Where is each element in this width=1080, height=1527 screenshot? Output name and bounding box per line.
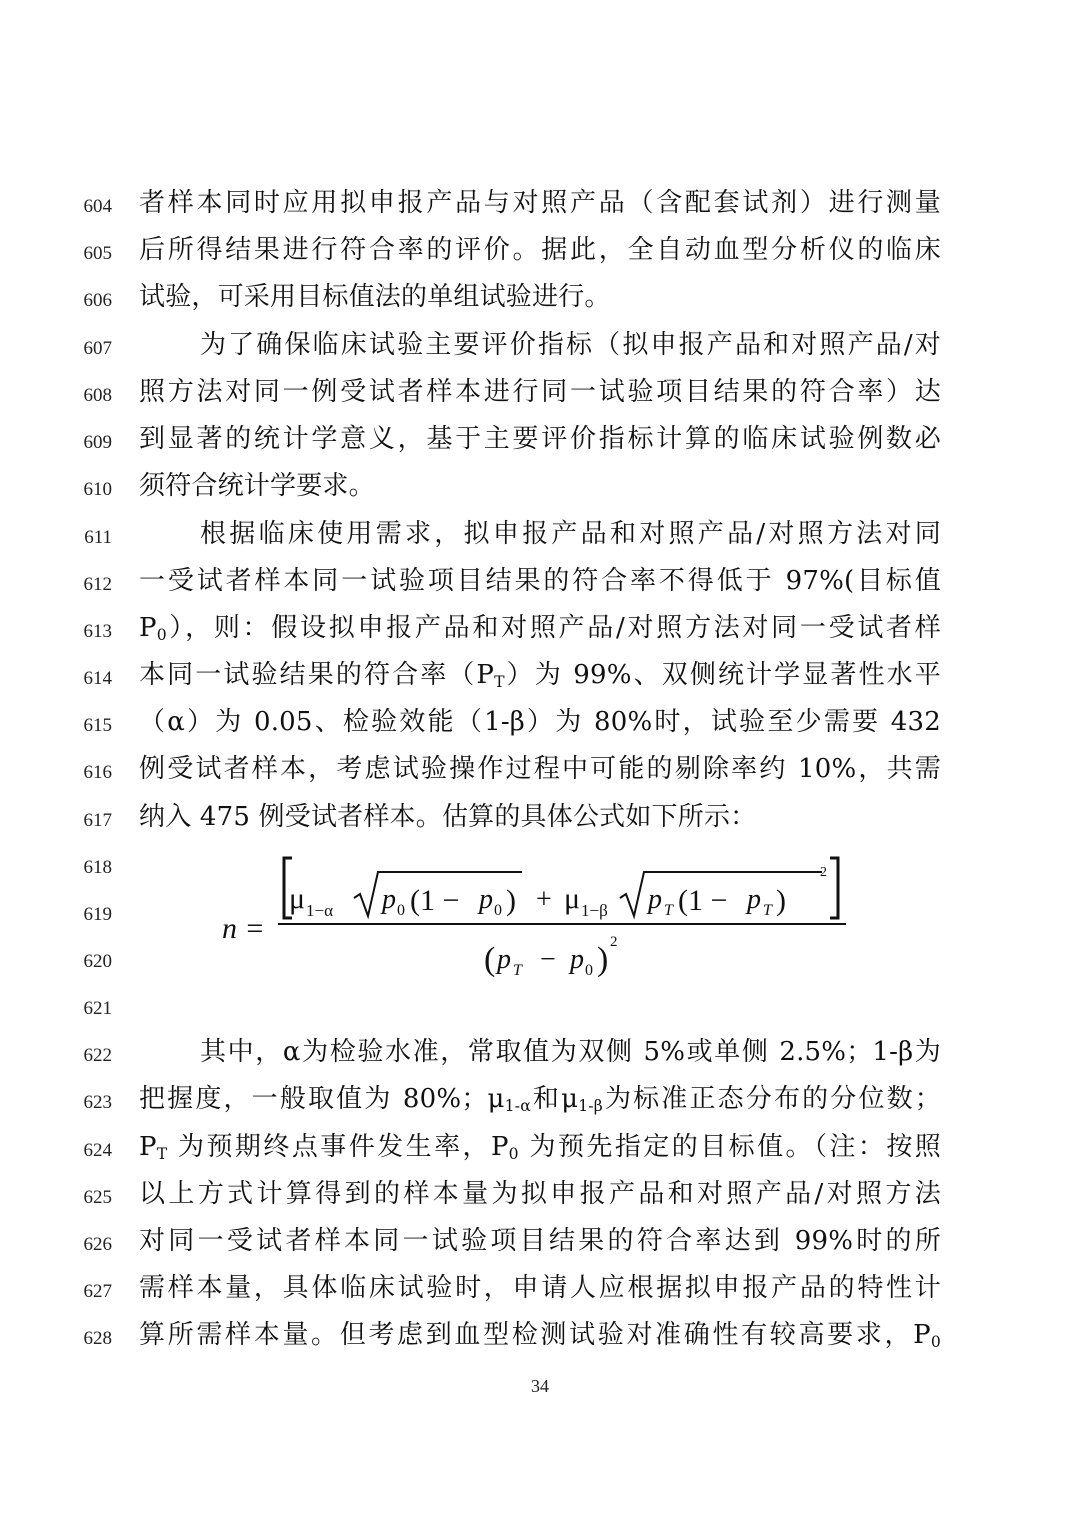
pT-subscript: T: [763, 902, 772, 919]
subscript: 0: [930, 1332, 941, 1351]
line-number: 613: [83, 621, 112, 642]
text-run: 算所需样本量。但考虑到血型检测试验对准确性有较高要求，P: [139, 1320, 931, 1350]
text-line: 根据临床使用需求，拟申报产品和对照产品/对照方法对同: [200, 519, 941, 549]
pT-symbol: p: [648, 884, 662, 915]
text-run: ），则：假设拟申报产品和对照产品/对照方法对同一受试者样: [166, 613, 941, 643]
mu-beta: μ: [564, 882, 581, 915]
line-number: 615: [83, 715, 112, 736]
line-number: 618: [83, 857, 112, 878]
text-line: 后所得结果进行符合率的评价。据此，全自动血型分析仪的临床: [139, 235, 941, 265]
denominator-close-paren: ): [597, 941, 609, 978]
text-run: 本同一试验结果的符合率（P: [139, 660, 495, 690]
text-line: 照方法对同一例受试者样本进行同一试验项目结果的符合率）达: [139, 377, 941, 407]
subscript: 1-α: [504, 1096, 531, 1115]
line-number: 627: [83, 1281, 112, 1302]
denominator-exponent: 2: [610, 934, 618, 950]
p0-symbol: p: [570, 944, 584, 975]
line-number: 620: [83, 951, 112, 972]
text-line: 其中，α为检验水准，常取值为双侧 5%或单侧 2.5%；1-β为: [200, 1037, 941, 1067]
line-number: 606: [83, 290, 112, 311]
text-line: 对同一受试者样本同一试验项目结果的符合率达到 99%时的所: [139, 1226, 941, 1256]
text-line: [139, 611, 941, 652]
line-number: 621: [83, 998, 112, 1019]
subscript: 1-β: [578, 1096, 603, 1115]
line-number: 608: [83, 385, 112, 406]
denominator-open-paren: (: [484, 941, 496, 978]
text-line: （α）为 0.05、检验效能（1-β）为 80%时，试验至少需要 432: [139, 707, 941, 737]
formula-lhs: n =: [222, 912, 265, 945]
text-run: 和μ: [530, 1084, 579, 1114]
plus-sign: +: [536, 884, 552, 915]
pT-subscript: T: [664, 902, 673, 919]
line-number: 624: [83, 1140, 112, 1161]
line-number: 604: [83, 196, 112, 217]
subscript: T: [494, 672, 505, 691]
text-line: 到显著的统计学意义，基于主要评价指标计算的临床试验例数必: [139, 424, 941, 454]
line-number: 616: [83, 762, 112, 783]
p0-symbol: p: [382, 884, 396, 915]
mu-alpha-subscript: 1−α: [306, 901, 333, 920]
close-paren: ): [776, 884, 786, 917]
line-number: 623: [83, 1092, 112, 1113]
p0-subscript: 0: [494, 902, 502, 919]
text-run: P: [139, 613, 157, 643]
line-number: 614: [83, 668, 112, 689]
minus-sign: −: [540, 944, 556, 975]
line-number: 617: [83, 810, 112, 831]
pT-subscript: T: [513, 962, 522, 979]
text-run: 为预期终点事件发生率，P: [167, 1132, 509, 1162]
line-number: 611: [84, 527, 112, 548]
line-number: 605: [83, 243, 112, 264]
text-run: 为标准正态分布的分位数；: [603, 1084, 941, 1114]
line-number: 628: [83, 1328, 112, 1349]
line-number: 622: [83, 1045, 112, 1066]
text-line: 需样本量，具体临床试验时，申请人应根据拟申报产品的特性计: [139, 1273, 941, 1303]
line-number: 626: [83, 1234, 112, 1255]
pT-symbol: p: [497, 944, 511, 975]
text-line: 一受试者样本同一试验项目结果的符合率不得低于 97%(目标值: [139, 566, 941, 596]
text-line: 纳入 475 例受试者样本。估算的具体公式如下所示：: [139, 802, 757, 832]
line-number: 609: [83, 432, 112, 453]
line-number: 612: [83, 574, 112, 595]
text-line: 者样本同时应用拟申报产品与对照产品（含配套试剂）进行测量: [139, 188, 941, 218]
pT-symbol: p: [747, 884, 761, 915]
line-number: 619: [83, 904, 112, 925]
text-line: [139, 1318, 941, 1359]
text-run: ）为 99%、双侧统计学显著性水平: [504, 660, 941, 690]
subscript: 0: [156, 625, 167, 644]
line-number: 607: [83, 338, 112, 359]
p0-subscript: 0: [397, 902, 405, 919]
one-minus-term: (1 −: [410, 884, 460, 917]
sample-size-formula: [222, 848, 852, 983]
p0-symbol: p: [479, 884, 493, 915]
close-paren: ): [506, 884, 516, 917]
text-run: P: [139, 1132, 157, 1162]
p0-subscript: 0: [585, 962, 593, 979]
text-line: 试验，可采用目标值法的单组试验进行。: [139, 282, 611, 312]
page-number: 34: [531, 1376, 549, 1396]
numerator-exponent: 2: [820, 865, 827, 880]
line-number: 625: [83, 1187, 112, 1208]
text-run: 把握度，一般取值为 80%；μ: [139, 1084, 505, 1114]
text-line: [139, 1082, 941, 1123]
one-minus-term: (1 −: [678, 884, 728, 917]
text-line: 须符合统计学要求。: [139, 471, 375, 501]
text-line: 以上方式计算得到的样本量为拟申报产品和对照产品/对照方法: [139, 1179, 941, 1209]
line-number: 610: [83, 479, 112, 500]
subscript: T: [156, 1144, 168, 1163]
text-line: 为了确保临床试验主要评价指标（拟申报产品和对照产品/对: [200, 330, 941, 360]
text-line: 例受试者样本，考虑试验操作过程中可能的剔除率约 10%，共需: [139, 754, 941, 784]
mu-alpha: μ: [289, 882, 306, 915]
text-line: [139, 1130, 941, 1171]
mu-beta-subscript: 1−β: [581, 901, 608, 920]
text-line: [139, 658, 941, 699]
text-run: 为预先指定的目标值。（注：按照: [518, 1132, 942, 1162]
subscript: 0: [508, 1144, 519, 1163]
